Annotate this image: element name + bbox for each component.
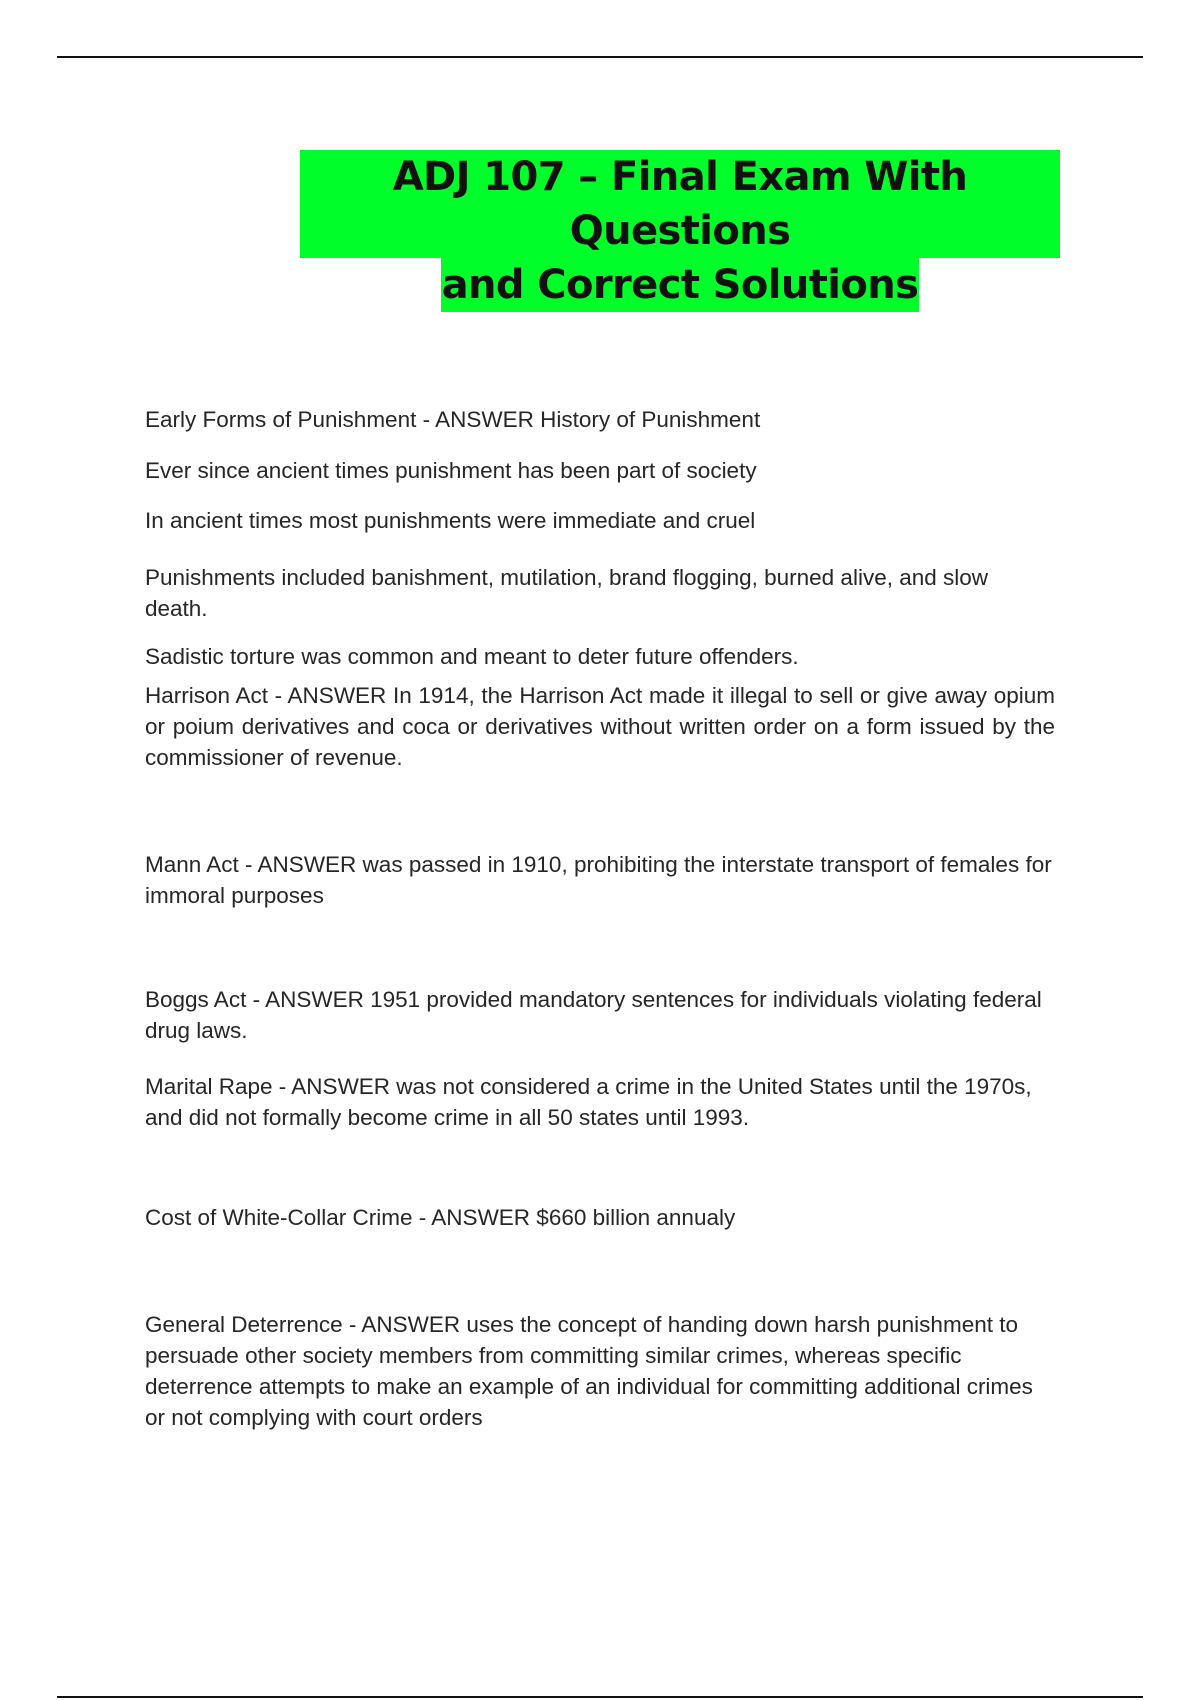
- title-line-1: ADJ 107 – Final Exam With Questions: [300, 150, 1060, 258]
- paragraph-ancient-times: Ever since ancient times punishment has been part of society: [145, 458, 757, 483]
- paragraph-boggs-act: Boggs Act - ANSWER 1951 provided mandatory sentences for individuals violating federal drug laws.: [145, 987, 1042, 1043]
- document-title: [300, 150, 1060, 312]
- paragraph-punishments-included: Punishments included banishment, mutilation, brand flogging, burned alive, and slow death.: [145, 565, 989, 621]
- paragraph-immediate-and-cruel: In ancient times most punishments were immediate and cruel: [145, 508, 756, 533]
- paragraph-general-deterrence: General Deterrence - ANSWER uses the concept of handing down harsh punishment to persuade other society members from committing similar crimes, whereas specific deterrence attempts to make an example of an individual for committing additional crimes or not complying with court orders: [145, 1312, 1033, 1430]
- paragraph-cost-of-white-collar-crime: Cost of White-Collar Crime - ANSWER $660 billion annualy: [145, 1205, 736, 1230]
- title-line-2: and Correct Solutions: [441, 258, 920, 312]
- paragraph-marital-rape: Marital Rape - ANSWER was not considered a crime in the United States until the 1970s, and did not formally become crime in all 50 states until 1993.: [145, 1074, 1032, 1130]
- paragraph-sadistic-torture: Sadistic torture was common and meant to deter future offenders.: [145, 644, 799, 669]
- footer-rule: [57, 1696, 1143, 1698]
- paragraph-mann-act: Mann Act - ANSWER was passed in 1910, prohibiting the interstate transport of females for immoral purposes: [145, 852, 1052, 908]
- header-rule: [57, 56, 1143, 58]
- paragraph-early-forms-of-punishment: Early Forms of Punishment - ANSWER History of Punishment: [145, 407, 761, 432]
- paragraph-harrison-act: Harrison Act - ANSWER In 1914, the Harrison Act made it illegal to sell or give away opium or poium derivatives and coca or derivatives without written order on a form issued by the commissioner of revenue.: [145, 683, 1055, 770]
